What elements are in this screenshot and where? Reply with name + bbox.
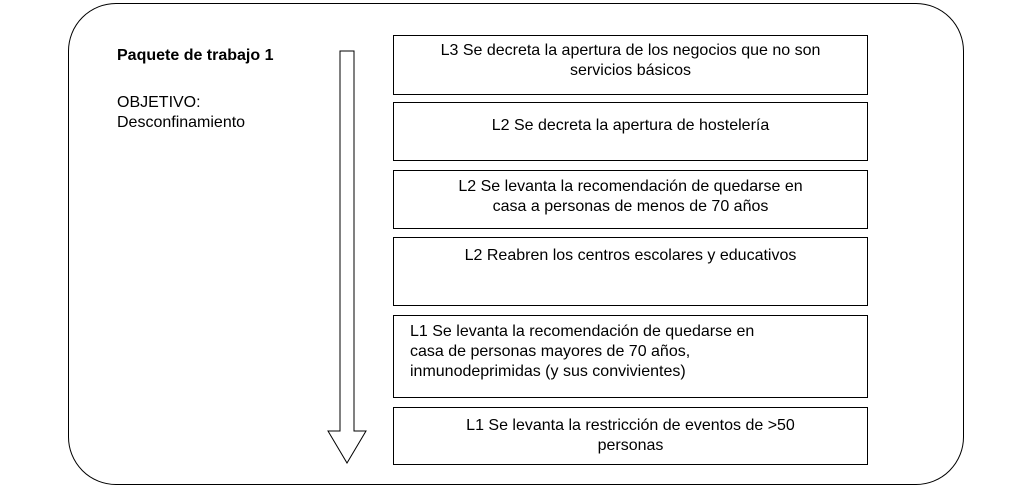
step-text: L2 Se decreta la apertura de hostelería <box>491 117 770 134</box>
objective-label: OBJETIVO: <box>117 94 201 111</box>
step-text: L1 Se levanta la restricción de eventos de >50 personas <box>466 417 795 454</box>
step-text: L2 Se levanta la recomendación de quedarse en casa a personas de menos de 70 años <box>458 178 803 215</box>
step-box <box>393 102 868 161</box>
package-title: Paquete de trabajo 1 <box>117 47 274 64</box>
step-box <box>393 170 868 229</box>
objective-block <box>117 93 245 133</box>
objective-value: Desconfinamiento <box>117 114 246 131</box>
down-arrow-icon <box>325 50 369 466</box>
step-text: L1 Se levanta la recomendación de quedarse en casa de personas mayores de 70 años, inmunodeprimidas (y sus convivientes) <box>410 323 755 380</box>
step-box <box>393 35 868 95</box>
step-box <box>393 407 868 465</box>
step-box <box>393 315 868 398</box>
step-text: L3 Se decreta la apertura de los negocios que no son servicios básicos <box>440 42 821 79</box>
step-text: L2 Reabren los centros escolares y educativos <box>464 247 797 264</box>
step-box <box>393 237 868 306</box>
